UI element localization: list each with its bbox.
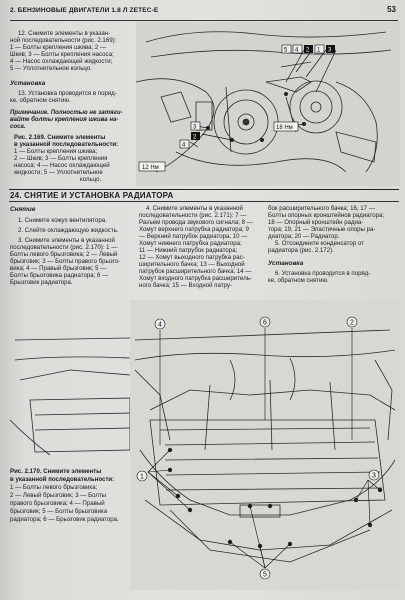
figure-label: 3 <box>328 47 332 54</box>
figure-170-drawing-left <box>10 320 130 460</box>
text-line: 6. Установка проводится в поряд- <box>275 270 371 277</box>
text-line: Разъем провода звукового сигнала; 8 — <box>139 219 253 226</box>
note-line: Примечание. Полностью не затяги- <box>10 109 123 116</box>
text-line: вика; 4 — Правый брызговик; 5 — <box>10 265 107 272</box>
text-line: Шкив; 3 — Болты крепления насоса; <box>10 51 114 58</box>
figure-label: 6 <box>263 319 267 327</box>
torque-label: 12 Нм <box>142 165 159 171</box>
text-line: 5 — Уплотнительное кольцо. <box>10 65 92 72</box>
text-line: Хомут входного патрубка расширитель- <box>139 275 252 282</box>
figure-label: 3 <box>372 472 376 480</box>
caption-line: правого брызговика; 4 — Правый <box>10 500 105 507</box>
figure-label: 1 <box>140 473 144 481</box>
caption-line: в указанной последовательности: <box>14 141 119 148</box>
figure-label: 5 <box>284 47 288 54</box>
text-line: патрубок расширительного бачка; 14 — <box>139 268 252 275</box>
running-title: 2. БЕНЗИНОВЫЕ ДВИГАТЕЛИ 1.8 Л ZETEC-E <box>10 7 159 14</box>
caption-line: в указанной последовательности: <box>10 476 115 483</box>
page-number: 53 <box>387 5 396 14</box>
text-line: ширительного бачка; 13 — Выходной <box>139 261 245 268</box>
figure-label: 1 <box>317 47 321 54</box>
text-line: 12 — Хомут выходного патрубка рас- <box>139 254 245 261</box>
text-line: радиатора (рис. 2.172). <box>268 247 334 254</box>
text-line: 12. Снимите элементы в указан- <box>18 30 111 37</box>
figure-label: 4 <box>182 142 186 149</box>
section-heading <box>9 189 399 202</box>
figure-170-drawing <box>130 300 400 590</box>
caption-line: брызговик; 5 — Болты брызговика <box>10 508 108 515</box>
caption-line: Рис. 2.170. Снимите элементы <box>10 468 102 475</box>
figure-169-drawing <box>136 22 400 186</box>
text-line: 4 — Насос охлаждающей жидкости; <box>10 58 113 65</box>
caption-line: 1 — Болты крепления шкива; <box>14 148 98 155</box>
text-line: 5. Отсоедините конденсатор от <box>275 240 364 247</box>
text-line: Брызговик радиатора. <box>10 279 73 286</box>
figure-label: 2 <box>306 47 310 54</box>
torque-label: 18 Нм <box>276 125 293 131</box>
caption-line: насоса; 4 — Насос охлаждающей <box>14 162 110 169</box>
text-line: ке, обратном снятию. <box>268 277 329 284</box>
text-line: ного бачка; 15 — Входной патру- <box>139 282 232 289</box>
caption-line: Рис. 2.169. Снимите элементы <box>14 134 106 141</box>
caption-line: 1 — Болты левого брызговика; <box>10 484 98 491</box>
text-line: тора; 19, 21 — Эластичные опоры ра- <box>268 226 376 233</box>
text-line: Болты брызговика радиатора; 6 — <box>10 272 109 279</box>
text-line: ке, обратном снятию. <box>10 97 71 104</box>
caption-line: 2 — Левый брызговик; 3 — Болты <box>10 492 107 499</box>
text-line: последовательности (рис. 2.170): 1 — <box>10 244 118 251</box>
caption-line: кольцо. <box>80 176 102 183</box>
install-heading: Установка <box>10 80 46 87</box>
text-line: 18 — Опорный кронштейн радиа- <box>268 219 364 226</box>
text-line: 11 — Нижний патрубок радиатора; <box>139 247 238 254</box>
figure-label: 4 <box>295 47 299 54</box>
text-line: последовательности (рис. 2.171): 7 — <box>139 212 247 219</box>
figure-label: 4 <box>158 321 162 329</box>
text-line: Хомут верхнего патрубка радиатора; 9 <box>139 226 249 233</box>
figure-label: 2 <box>193 134 197 141</box>
text-line: брызговик; 3 — Болты правого брызго- <box>10 258 121 265</box>
text-line: — Верхний патрубок радиатора; 10 — <box>139 233 248 240</box>
text-line: 2. Слейте охлаждающую жидкость. <box>18 227 119 234</box>
text-line: 1. Снимите кожух вентилятора. <box>18 217 107 224</box>
text-line: ной последовательности (рис. 2.169): <box>10 37 117 44</box>
caption-line: 2 — Шкив; 3 — Болты крепления <box>14 155 108 162</box>
text-line: 4. Снимите элементы в указанной <box>146 205 243 212</box>
removal-heading: Снятие <box>10 206 36 213</box>
text-line: диатора; 20 — Радиатор. <box>268 233 340 240</box>
note-line: coca. <box>10 123 26 130</box>
text-line: 13. Установка проводится в поряд- <box>18 90 117 97</box>
text-line: Хомут нижнего патрубка радиатора; <box>139 240 242 247</box>
text-line: Болты опорных кронштейнов радиатора; <box>268 212 385 219</box>
caption-line: жидкости; 5 — Уплотнительное <box>14 169 103 176</box>
text-line: бок расширительного бачка; 16, 17 — <box>268 205 375 212</box>
caption-line: радиатора; 6 — Брызговик радиатора. <box>10 516 119 523</box>
page-header <box>10 4 398 21</box>
figure-label: 3 <box>193 124 197 131</box>
note-line: вайте болты крепления шкива на- <box>10 116 119 123</box>
text-line: Болты левого брызговика; 2 — Левый <box>10 251 118 258</box>
install-heading-2: Установка <box>268 260 304 267</box>
section-title: 24. СНЯТИЕ И УСТАНОВКА РАДИАТОРА <box>10 191 174 200</box>
figure-label: 2 <box>350 319 354 327</box>
figure-label: 5 <box>263 571 267 579</box>
text-line: 1 — Болты крепления шкива; 2 — <box>10 44 107 51</box>
text-line: 3. Снимите элементы в указанной <box>18 237 115 244</box>
